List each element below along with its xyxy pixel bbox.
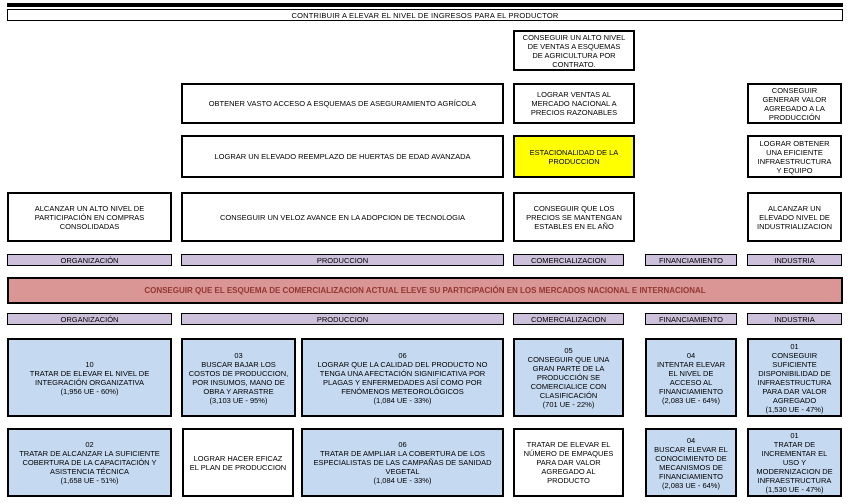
goal-box-adopcion-tecnologia: CONSEGUIR UN VELOZ AVANCE EN LA ADOPCION DE TECNOLOGIA	[181, 192, 504, 242]
column-header-comercializacion-row2: COMERCIALIZACION	[513, 313, 624, 325]
strategy-box-04-conocimiento-mecanismos	[645, 428, 737, 497]
goal-box-compras-consolidadas: ALCANZAR UN ALTO NIVEL DE PARTICIPACIÓN EN COMPRAS CONSOLIDADAS	[7, 192, 172, 242]
strategy-text: CONSEGUIR QUE UNA GRAN PARTE DE LA PRODUCCIÓN SE COMERCIALICE CON CLASIFICACIÓN	[527, 355, 610, 400]
strategy-stat: (1,084 UE - 33%)	[373, 395, 432, 405]
column-header-organizacion-row1: ORGANIZACIÓN	[7, 254, 172, 266]
strategy-number: 05	[564, 346, 573, 355]
goal-box-ventas-contrato: CONSEGUIR UN ALTO NIVEL DE VENTAS A ESQUEMAS DE AGRICULTURA POR CONTRATO.	[513, 30, 635, 71]
strategy-number: 06	[398, 350, 407, 360]
column-header-comercializacion-row1: COMERCIALIZACION	[513, 254, 624, 266]
strategy-stat: (701 UE - 22%)	[542, 400, 595, 409]
strategy-box-01-modernizacion-infra	[747, 428, 842, 497]
column-header-produccion-row1: PRODUCCION	[181, 254, 504, 266]
strategy-number: 06	[398, 440, 407, 449]
goal-box-reemplazo-huertas: LOGRAR UN ELEVADO REEMPLAZO DE HUERTAS DE EDAD AVANZADA	[181, 135, 504, 178]
strategy-box-06-calidad	[301, 338, 504, 417]
strategy-stat: (1,530 UE - 47%)	[765, 404, 824, 414]
strategy-text: LOGRAR QUE LA CALIDAD DEL PRODUCTO NO TENGA UNA AFECTACIÓN SIGNIFICATIVA POR PLAGAS Y ENFERMEDADES ASÍ COMO POR FENÓMENOS METEOROLÓGICOS	[317, 359, 488, 396]
strategy-text: TRATAR DE AMPLIAR LA COBERTURA DE LOS ESPECIALISTAS DE LAS CAMPAÑAS DE SANIDAD VEGETAL	[313, 449, 492, 476]
strategy-text: LOGRAR HACER EFICAZ EL PLAN DE PRODUCCION	[189, 453, 287, 472]
column-header-industria-row2: INDUSTRIA	[747, 313, 842, 325]
goal-box-valor-agregado: CONSEGUIR GENERAR VALOR AGREGADO A LA PRODUCCIÓN	[747, 83, 842, 124]
strategy-text: TRATAR DE ELEVAR EL NIVEL DE INTEGRACIÓN ORGANIZATIVA	[29, 368, 150, 387]
strategy-number: 02	[85, 440, 94, 449]
strategy-number: 10	[85, 359, 94, 369]
goal-box-infraestructura-equipo: LOGRAR OBTENER UNA EFICIENTE INFRAESTRUCTURA Y EQUIPO	[747, 135, 842, 178]
column-header-industria-row1: INDUSTRIA	[747, 254, 842, 266]
strategy-box-05-clasificacion	[513, 338, 624, 417]
strategy-stat: (2,083 UE - 64%)	[662, 480, 720, 490]
strategy-stat: (1,530 UE - 47%)	[765, 485, 824, 494]
goal-box-aseguramiento-agricola: OBTENER VASTO ACCESO A ESQUEMAS DE ASEGURAMIENTO AGRÍCOLA	[181, 83, 504, 124]
column-header-produccion-row2: PRODUCCION	[181, 313, 504, 325]
strategy-text: TRATAR DE INCREMENTAR EL USO Y MODERNIZACION DE INFRAESTRUCTURA	[756, 440, 833, 485]
strategy-box-02-capacitacion	[7, 428, 172, 497]
strategy-box-empaques	[513, 428, 624, 497]
strategy-stat: (1,084 UE - 33%)	[373, 476, 432, 485]
strategy-number: 04	[686, 350, 696, 360]
strategy-number: 03	[234, 350, 243, 360]
strategy-box-03-costos	[181, 338, 296, 417]
strategy-box-01-disponibilidad-infra	[747, 338, 842, 417]
column-header-organizacion-row2: ORGANIZACIÓN	[7, 313, 172, 325]
strategy-number: 04	[686, 435, 696, 445]
goal-box-estacionalidad-highlight: ESTACIONALIDAD DE LA PRODUCCION	[513, 135, 635, 178]
strategy-box-06-sanidad-vegetal	[301, 428, 504, 497]
strategy-number: 01	[790, 341, 799, 351]
strategy-stat: (2,083 UE - 64%)	[662, 395, 720, 405]
strategy-text: BUSCAR ELEVAR EL CONOCIMIENTO DE MECANISMOS DE FINANCIAMIENTO	[654, 444, 728, 481]
strategy-stat: (3,103 UE - 95%)	[209, 395, 268, 405]
column-header-financiamiento-row1: FINANCIAMIENTO	[645, 254, 737, 266]
strategy-banner: CONSEGUIR QUE EL ESQUEMA DE COMERCIALIZACION ACTUAL ELEVE SU PARTICIPACIÓN EN LOS MERCADOS NACIONAL E INTERNACIONAL	[7, 277, 843, 304]
goal-box-precios-estables: CONSEGUIR QUE LOS PRECIOS SE MANTENGAN ESTABLES EN EL AÑO	[513, 192, 635, 242]
strategy-text: INTENTAR ELEVAR EL NIVEL DE ACCESO AL FINANCIAMIENTO	[656, 359, 726, 396]
strategy-box-04-acceso-financiamiento	[645, 338, 737, 417]
goal-box-industrializacion: ALCANZAR UN ELEVADO NIVEL DE INDUSTRIALIZACION	[747, 192, 842, 242]
strategy-box-plan-produccion	[182, 428, 294, 497]
strategy-box-10-integracion	[7, 338, 172, 417]
top-divider	[7, 3, 843, 7]
strategy-text: BUSCAR BAJAR LOS COSTOS DE PRODUCCION, POR INSUMOS, MANO DE OBRA Y ARRASTRE	[188, 359, 289, 396]
strategy-stat: (1,956 UE - 60%)	[60, 386, 119, 396]
strategy-number: 01	[790, 431, 799, 440]
column-header-financiamiento-row2: FINANCIAMIENTO	[645, 313, 737, 325]
strategy-text: TRATAR DE ALCANZAR LA SUFICIENTE COBERTURA DE LA CAPACITACIÓN Y ASISTENCIA TÉCNICA	[19, 449, 160, 476]
strategy-text: CONSEGUIR SUFICIENTE DISPONIBILIDAD DE INFRAESTRUCTURA PARA DAR VALOR AGREGADO	[757, 350, 832, 405]
goal-box-ventas-mercado-nacional: LOGRAR VENTAS AL MERCADO NACIONAL A PRECIOS RAZONABLES	[513, 83, 635, 124]
strategy-text: TRATAR DE ELEVAR EL NÚMERO DE EMPAQUES PARA DAR VALOR AGREGADO AL PRODUCTO	[523, 440, 614, 485]
strategy-stat: (1,658 UE - 51%)	[60, 476, 119, 485]
diagram-title: CONTRIBUIR A ELEVAR EL NIVEL DE INGRESOS PARA EL PRODUCTOR	[7, 9, 843, 21]
